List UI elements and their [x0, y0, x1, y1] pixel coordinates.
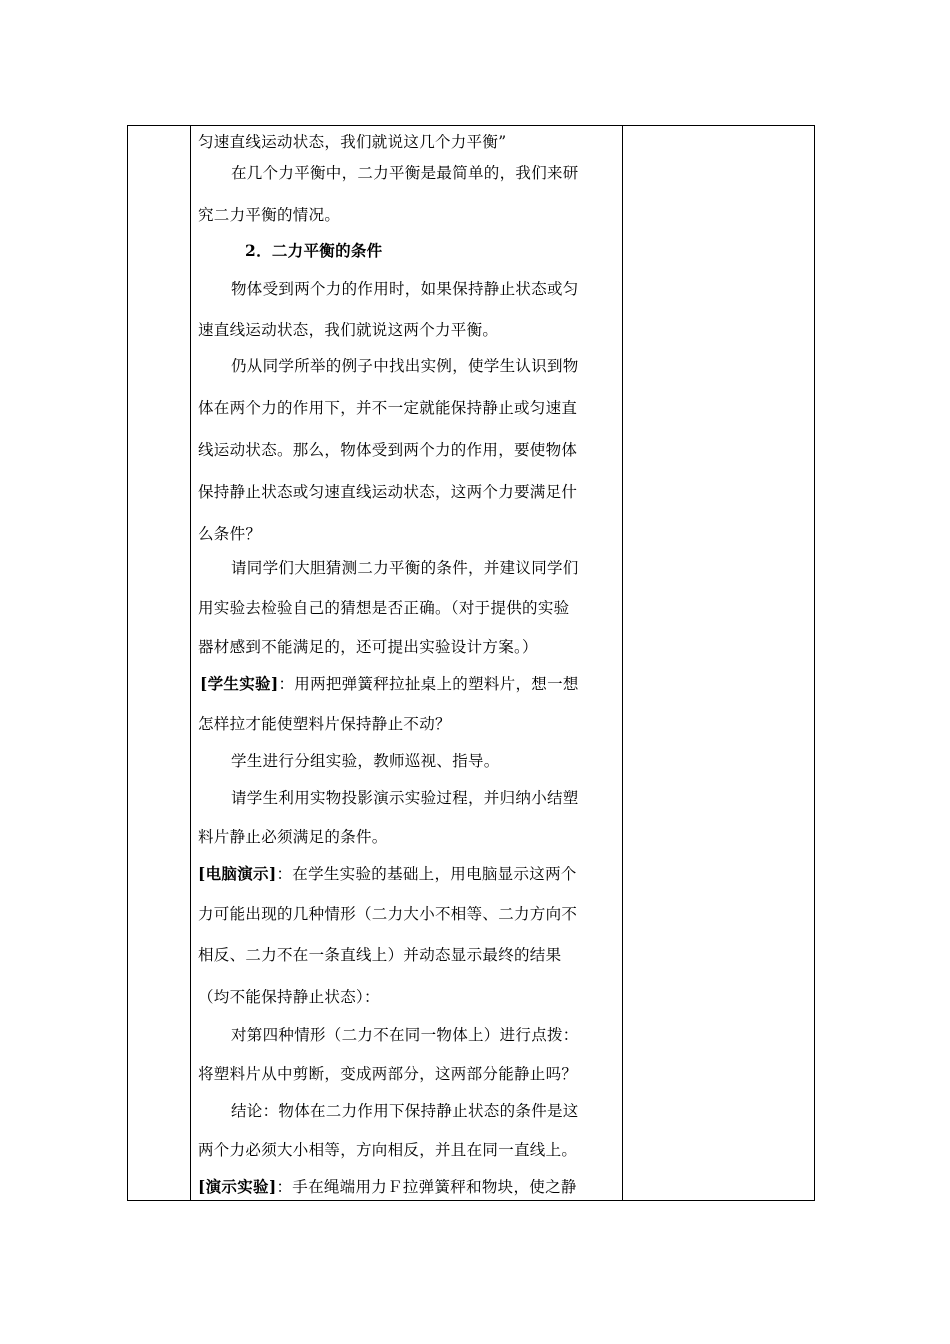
computer-demo-text: ：在学生实验的基础上，用电脑显示这两个 [276, 865, 577, 883]
text-line: 力可能出现的几种情形（二力大小不相等、二力方向不 [198, 905, 578, 923]
text-line: 对第四种情形（二力不在同一物体上）进行点拨： [231, 1026, 579, 1044]
text-line: （均不能保持静止状态）： [198, 988, 380, 1006]
text-line: 速直线运动状态，我们就说这两个力平衡。 [198, 321, 499, 339]
text-line: 匀速直线运动状态，我们就说这几个力平衡” [198, 133, 507, 151]
text-line: 结论：物体在二力作用下保持静止状态的条件是这 [231, 1102, 579, 1120]
text-line: 仍从同学所举的例子中找出实例，使学生认识到物 [231, 357, 579, 375]
demo-experiment-text: ：手在绳端用力Ｆ拉弹簧秤和物块，使之静 [276, 1178, 577, 1196]
text-line: 学生进行分组实验，教师巡视、指导。 [231, 752, 500, 770]
text-line: 怎样拉才能使塑料片保持静止不动？ [198, 715, 451, 733]
demo-experiment-label: [演示实验] [198, 1177, 277, 1196]
text-line: 体在两个力的作用下，并不一定就能保持静止或匀速直 [198, 399, 578, 417]
text-line: 将塑料片从中剪断，变成两部分，这两部分能静止吗？ [198, 1065, 578, 1083]
text-line: 么条件？ [198, 525, 262, 543]
text-line: 在几个力平衡中，二力平衡是最简单的，我们来研 [231, 164, 579, 182]
computer-demo-label: [电脑演示] [198, 864, 277, 883]
text-line: 用实验去检验自己的猜想是否正确。（对于提供的实验 [198, 599, 570, 617]
student-experiment-line [200, 672, 579, 696]
column-divider-right [622, 126, 623, 1200]
section-heading: 2．二力平衡的条件 [245, 241, 383, 260]
text-line: 保持静止状态或匀速直线运动状态，这两个力要满足什 [198, 483, 578, 501]
demo-experiment-line [198, 1175, 577, 1199]
text-line: 线运动状态。那么，物体受到两个力的作用，要使物体 [198, 441, 578, 459]
text-line: 物体受到两个力的作用时，如果保持静止状态或匀 [231, 280, 579, 298]
column-divider-left [190, 126, 191, 1200]
student-experiment-label: [学生实验] [200, 674, 279, 693]
text-line: 相反、二力不在一条直线上）并动态显示最终的结果 [198, 946, 562, 964]
text-line: 请学生利用实物投影演示实验过程，并归纳小结塑 [231, 789, 579, 807]
text-line: 请同学们大胆猜测二力平衡的条件，并建议同学们 [231, 559, 579, 577]
text-line: 料片静止必须满足的条件。 [198, 828, 388, 846]
text-line: 究二力平衡的情况。 [198, 206, 341, 224]
computer-demo-line [198, 862, 577, 886]
text-line: 两个力必须大小相等，方向相反，并且在同一直线上。 [198, 1141, 578, 1159]
student-experiment-text: ：用两把弹簧秤拉扯桌上的塑料片，想一想 [278, 675, 579, 693]
text-line: 器材感到不能满足的，还可提出实验设计方案。） [198, 638, 538, 656]
